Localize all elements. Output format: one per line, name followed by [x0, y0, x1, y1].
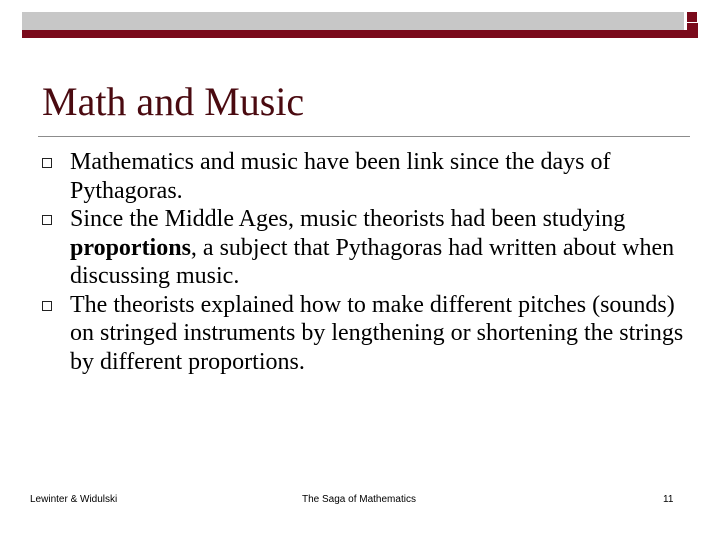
hollow-square-bullet-icon	[42, 215, 52, 225]
slide-title: Math and Music	[42, 79, 305, 124]
footer-book-title: The Saga of Mathematics	[302, 494, 416, 505]
bullet-text: Since the Middle Ages, music theorists had been studying	[70, 206, 626, 232]
bullet-text: The theorists explained how to make different pitches (sounds) on stringed instruments by lengthening or shortening the strings by different proportions.	[70, 291, 684, 375]
bullet-emphasis-text: proportions	[70, 234, 191, 261]
footer-authors: Lewinter & Widulski	[30, 494, 118, 505]
bullet-list	[30, 148, 696, 376]
bullet-item	[30, 148, 696, 205]
bullet-text: Mathematics and music have been link since the days of Pythagoras.	[70, 149, 611, 204]
top-bar-square-icon	[687, 23, 698, 30]
hollow-square-bullet-icon	[42, 301, 52, 311]
top-bar-maroon-band	[22, 30, 698, 38]
top-bar-square-icon	[687, 12, 697, 22]
top-decorative-bar	[22, 12, 698, 36]
bullet-item	[30, 291, 696, 377]
top-bar-gray-band	[22, 12, 684, 30]
hollow-square-bullet-icon	[42, 158, 52, 168]
bullet-text: , a subject that Pythagoras had written about when discussing music.	[70, 234, 675, 289]
footer-page-number: 11	[663, 494, 674, 505]
title-divider	[38, 136, 690, 137]
bullet-item	[30, 205, 696, 291]
